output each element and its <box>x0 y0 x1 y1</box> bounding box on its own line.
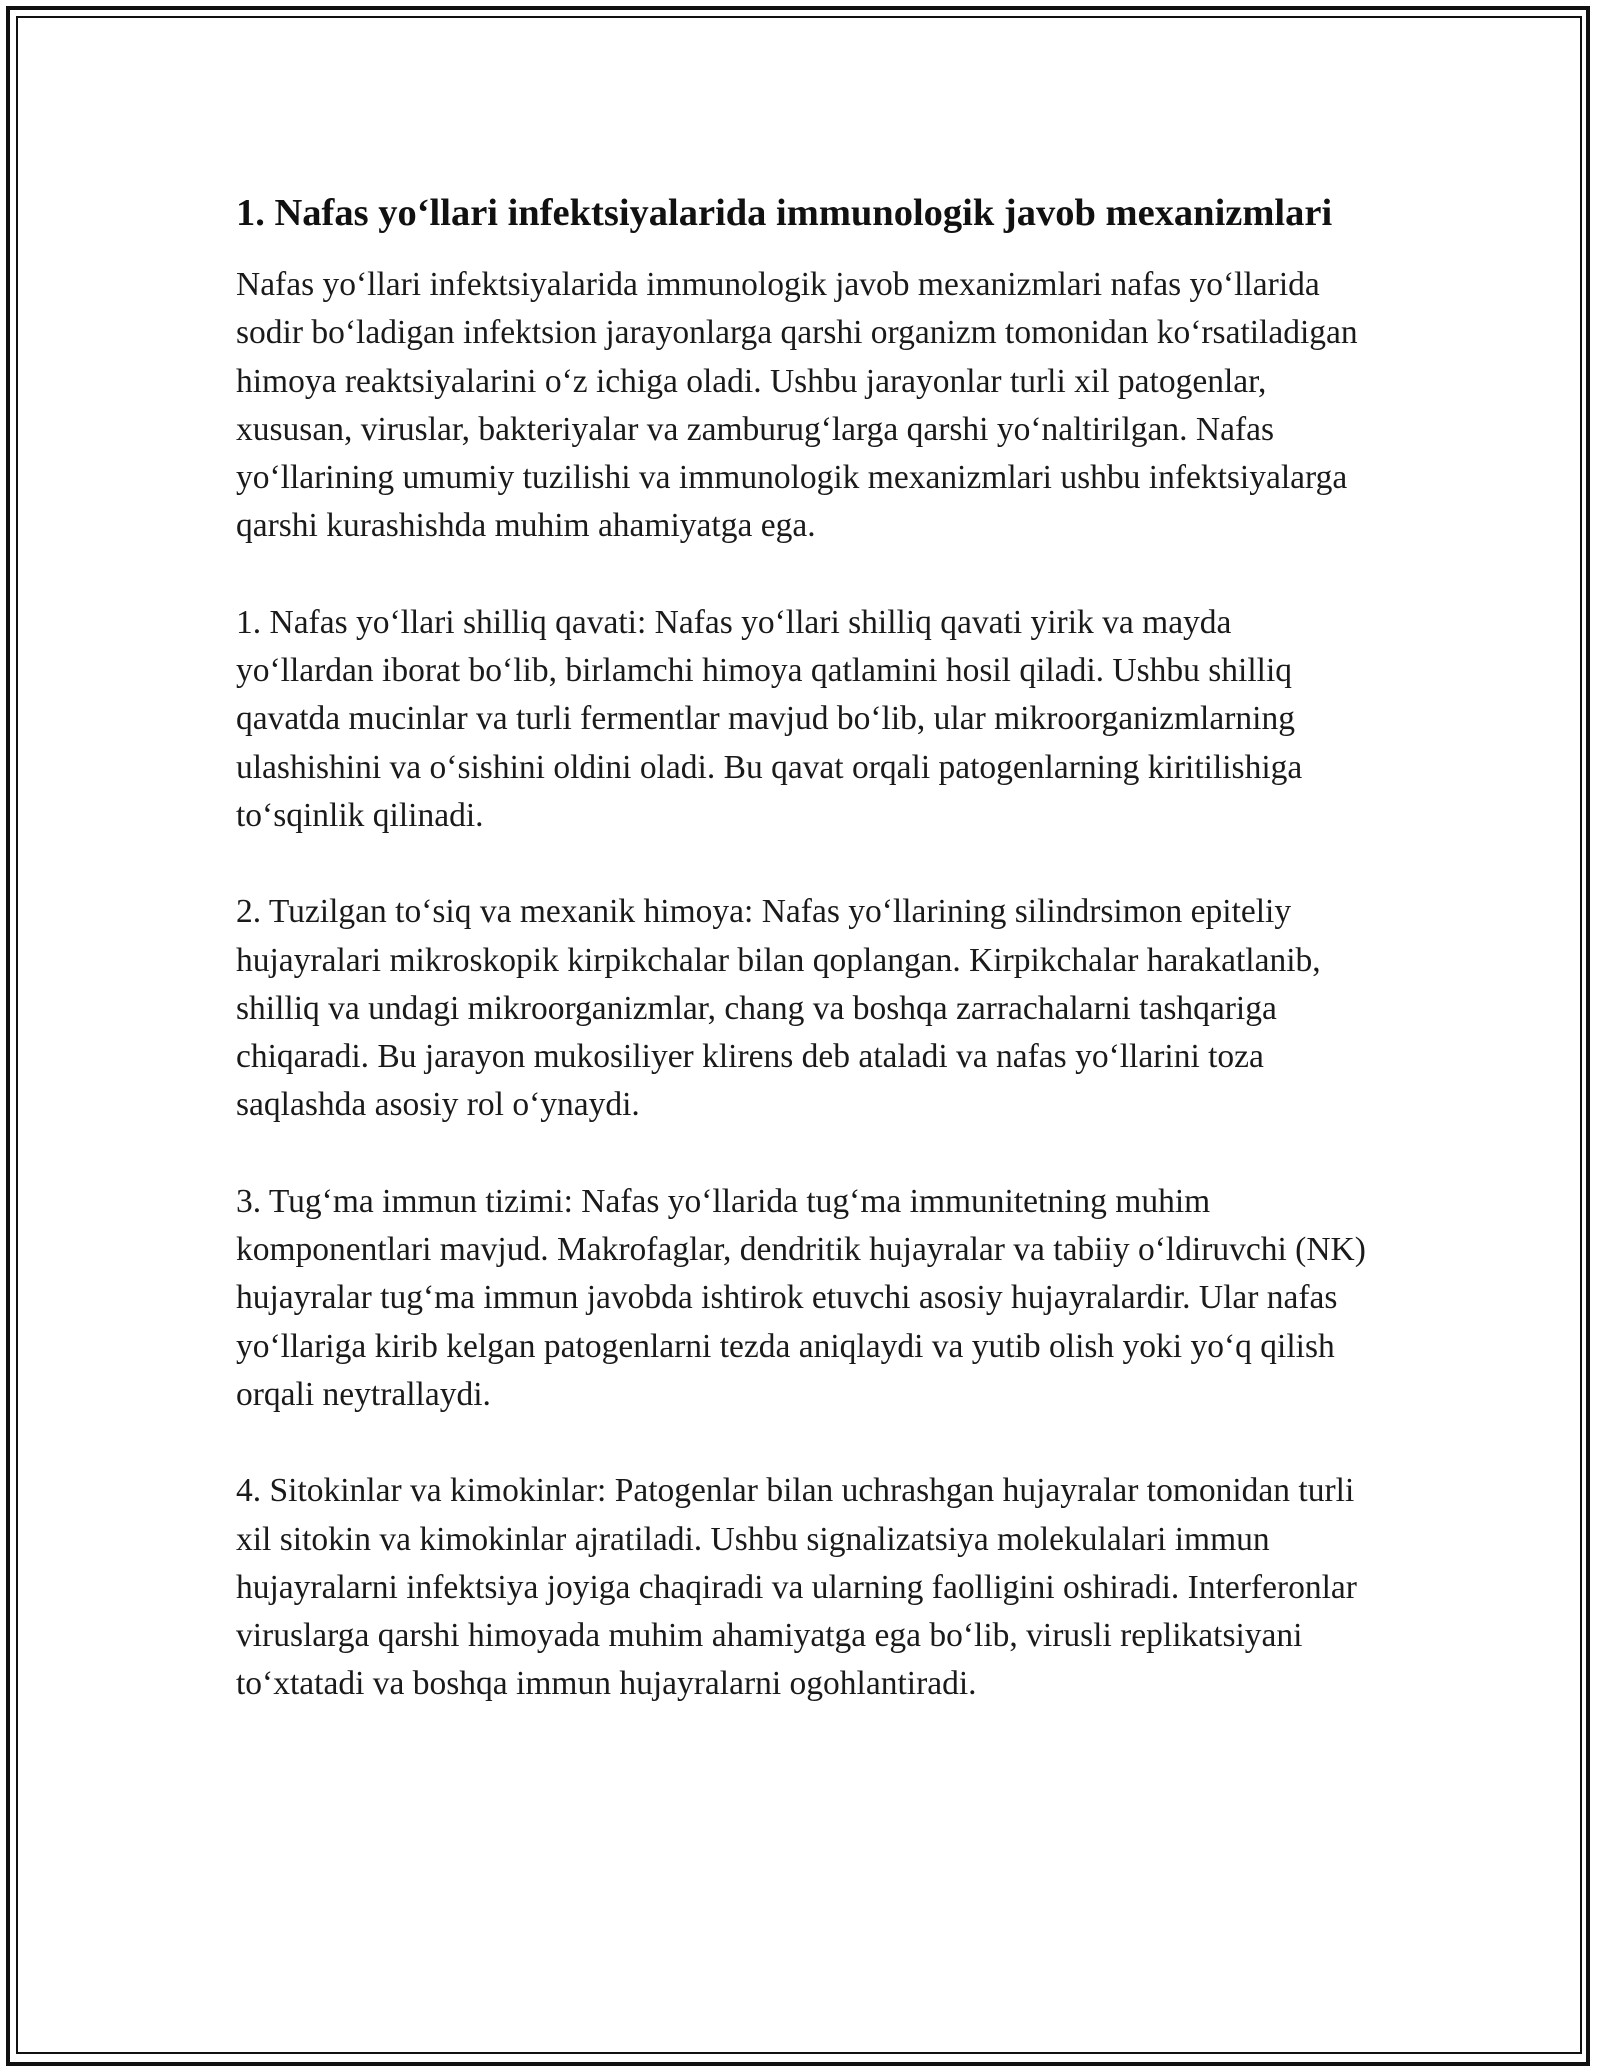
document-title: 1. Nafas yo‘llari infektsiyalarida immunologik javob mexanizmlari <box>236 192 1333 234</box>
document-body <box>236 188 1376 1757</box>
paragraph-innate-immunity: 3. Tug‘ma immun tizimi: Nafas yo‘llarida tug‘ma immunitetning muhim komponentlari mavjud. Makrofaglar, dendritik hujayralar va tabiiy o‘ldiruvchi (NK) hujayralar tug‘ma immun javobda ishtirok etuvchi asosiy hujayralardir. Ular nafas yo‘llariga kirib kelgan patogenlarni tezda aniqlaydi va yutib olish yoki yo‘q qilish orqali neytrallaydi. <box>236 1182 1366 1413</box>
paragraph-cytokines: 4. Sitokinlar va kimokinlar: Patogenlar bilan uchrashgan hujayralar tomonidan turli xil sitokin va kimokinlar ajratiladi. Ushbu signalizatsiya molekulalari immun hujayralarni infektsiya joyiga chaqiradi va ularning faolligini oshiradi. Interferonlar viruslarga qarshi himoyada muhim ahamiyatga ega bo‘lib, virusli replikatsiyani to‘xtatadi va boshqa immun hujayralarni ogohlantiradi. <box>236 1472 1357 1703</box>
paragraph-mucous-layer: 1. Nafas yo‘llari shilliq qavati: Nafas yo‘llari shilliq qavati yirik va mayda yo‘llardan iborat bo‘lib, birlamchi himoya qatlamini hosil qiladi. Ushbu shilliq qavatda mucinlar va turli fermentlar mavjud bo‘lib, ular mikroorganizmlarning ulashishini va o‘sishini oldini oladi. Bu qavat orqali patogenlarning kiritilishiga to‘sqinlik qilinadi. <box>236 603 1303 834</box>
paragraph-mechanical-barrier: 2. Tuzilgan to‘siq va mexanik himoya: Nafas yo‘llarining silindrsimon epiteliy hujayralari mikroskopik kirpikchalar bilan qoplangan. Kirpikchalar harakatlanib, shilliq va undagi mikroorganizmlar, chang va boshqa zarrachalarni tashqariga chiqaradi. Bu jarayon mukosiliyer klirens deb ataladi va nafas yo‘llarini toza saqlashda asosiy rol o‘ynaydi. <box>236 893 1321 1124</box>
paragraph-intro: Nafas yo‘llari infektsiyalarida immunologik javob mexanizmlari nafas yo‘llarida sodir bo‘ladigan infektsion jarayonlarga qarshi organizm tomonidan ko‘rsatiladigan himoya reaktsiyalarini o‘z ichiga oladi. Ushbu jarayonlar turli xil patogenlar, xususan, viruslar, bakteriyalar va zamburug‘larga qarshi yo‘naltirilgan. Nafas yo‘llarining umumiy tuzilishi va immunologik mexanizmlari ushbu infektsiyalarga qarshi kurashishda muhim ahamiyatga ega. <box>236 266 1358 545</box>
